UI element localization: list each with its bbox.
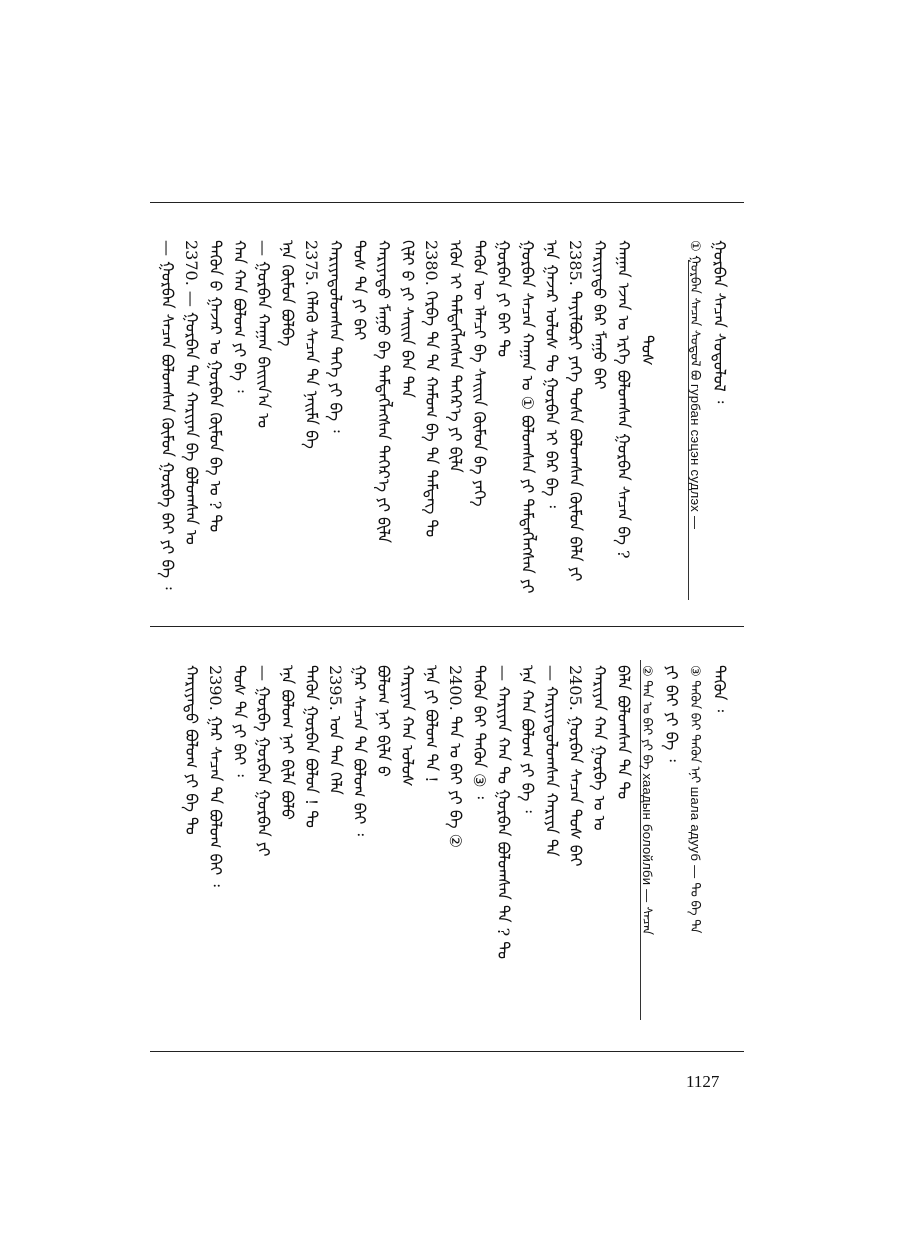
text-line: ᠬᠢᠯᠢ ᠪ ᠶᠢ ᠰᠠᠢᠢᠨ ᠪᠠᠨ ᠲᠠᠨ: [398, 240, 417, 398]
text-line: ᠡᠨᠡ ᠶᠢ ᠪᠣᠯᠤᠭ ᠲᠠ !: [422, 665, 441, 783]
top-rule: [150, 202, 744, 203]
text-line: 2370. — ᠭᠤᠷᠪᠠᠨ ᠲᠠᠨ ᠬᠠᠷᠢᠶᠠᠨ ᠪᠠ ᠪᠣᠯᠤᠭᠰᠠᠨ ᠤ: [182, 240, 201, 545]
text-line: ᠲᠡᠭᠦᠨ ᠭᠤᠷᠪᠠᠨ ᠪᠣᠯᠤᠨ ! ᠲᠤ: [302, 665, 321, 828]
text-line: ᠭᠤᠷᠪᠠᠨ ᠰᠡᠴᠡᠨ ᠬᠠᠭᠠᠨ ᠤ ① ᠪᠣᠯᠤᠭᠰᠠᠨ ᠶᠢ ᠲᠡᠮᠳᠡᠭᠯᠡᠭᠰᠡᠨ ᠶᠢ: [518, 240, 537, 594]
text-line: ᠡᠨᠡ ᠪᠣᠯᠤᠭ ᠨᠠᠢ ᠪᠢᠯᠡ ᠪᠣᠯᠤ: [278, 665, 297, 820]
text-line: ᠲᠤᠰ: [638, 335, 657, 366]
text-line: — ᠬᠠᠷᠢᠶᠠᠲᠤᠯᠤᠭᠰᠠᠨ ᠬᠠᠷᠢᠶᠠ ᠲᠠ: [542, 665, 561, 857]
text-line: ᠬᠠᠷᠢᠶᠠᠲᠤ ᠪᠡᠷ ᠮᠠᠭᠤ ᠪᠠᠢ: [590, 240, 609, 390]
text-line: ᠬᠠᠷᠢᠶᠠᠨ ᠬᠠᠨ ᠭᠤᠷᠪᠠ ᠤ ᠤ: [590, 665, 609, 831]
text-line: 2380. ᠬᠡᠷᠪᠡ ᠲᠠ ᠲᠠ ᠬᠠᠮᠤᠭ ᠪᠠ ᠲᠠ ᠲᠡᠮᠳᠡᠭ ᠲᠤ: [422, 240, 441, 538]
text-line: 2400. ᠲᠠᠨ ᠤ ᠪᠠᠢ ᠶᠢ ᠪᠠ ②: [446, 665, 465, 848]
text-line: — ᠭᠤᠷᠪᠠ ᠭᠤᠷᠪᠠᠨ ᠭᠤᠷᠪᠠᠨ ᠶᠢ: [254, 665, 273, 857]
footnote-line: ① ᠭᠤᠷᠪᠠᠨ ᠰᠡᠴᠡᠨ ᠰᠤᠳᠤᠯ ᠪᠤ гурбан сэцэн судлэх —: [688, 240, 703, 530]
text-line: ᠬᠠᠷᠢᠶᠠᠨ ᠬᠠᠨ ᠤᠯᠤᠰ: [398, 665, 417, 787]
text-line: — ᠭᠤᠷᠪᠠᠨ ᠬᠠᠭᠠᠨ ᠪᠠᠢᠢᠨ᠎ᠠ ᠤ: [254, 240, 273, 429]
text-line: ᠲᠤᠰ ᠲᠠ ᠶᠢ ᠪᠠᠢ ᠄: [230, 665, 249, 777]
top-text-block: [150, 240, 744, 610]
bottom-text-block: [150, 665, 744, 1035]
middle-rule: [150, 626, 744, 627]
text-line: ᠡᠨᠡ ᠬᠦᠮᠦᠨ ᠪᠣᠯᠪᠠ: [278, 240, 297, 347]
text-line: ᠬᠠᠨ ᠬᠠᠨ ᠪᠣᠯᠤᠭ ᠶᠢ ᠪᠠ ᠄: [230, 240, 249, 393]
text-line: ᠶᠢ ᠪᠠᠢ ᠶᠢ ᠪᠠ ᠄: [662, 665, 681, 762]
page-number: 1127: [686, 1072, 720, 1091]
text-line: ᠬᠠᠭᠠᠨ ᠡᠵᠡᠨ ᠤ ᠡᠷᠬᠡ ᠪᠣᠯᠤᠭᠰᠠᠨ ᠭᠤᠷᠪᠠᠨ ᠰᠡᠴᠡᠨ ᠪᠠ ?: [614, 240, 633, 559]
text-line: — ᠬᠠᠷᠢᠶᠠᠨ ᠬᠠᠨ ᠲᠤ ᠭᠤᠷᠪᠠᠨ ᠪᠣᠯᠤᠭᠰᠠᠨ ᠲᠠ ? ᠲᠤ: [494, 665, 513, 960]
text-line: ᠡᠨᠡ ᠭᠠᠵᠠᠷ ᠤᠯᠤᠰ ᠲᠤ ᠭᠤᠷᠪᠠᠨ ᠢ ᠪᠡᠷ ᠪᠠ ᠄: [542, 240, 561, 508]
text-line: 2405. ᠭᠤᠷᠪᠠᠨ ᠰᠡᠴᠡᠨ ᠲᠤᠰ ᠪᠠᠢ: [566, 665, 585, 867]
text-line: ᠲᠡᠭᠦᠨ ᠦ ᠡᠯᠡᠴᠢ ᠪᠠ ᠰᠠᠢᠢᠨ ᠬᠦᠮᠦᠨ ᠪᠠ ᠶᠡᠬᠡ: [470, 240, 489, 507]
text-line: — ᠭᠤᠷᠪᠠᠨ ᠰᠡᠴᠡᠨ ᠪᠣᠯᠤᠭᠰᠠᠨ ᠬᠦᠮᠦᠨ ᠭᠤᠷᠪᠠ ᠪᠠᠢ ᠶᠢ ᠪᠠ ᠄: [158, 240, 177, 590]
text-line: ᠲᠡᠭᠦᠨ ᠪᠠᠢ ᠲᠡᠭᠦᠨ ③ ᠄: [470, 665, 489, 799]
text-line: ᠪᠡᠯᠡ ᠪᠣᠯᠤᠭᠰᠠᠨ ᠲᠠ ᠲᠤ: [614, 665, 633, 800]
text-line: ᠡᠭᠦᠨ ᠢ ᠲᠡᠮᠳᠡᠭᠯᠡᠭᠰᠡᠨ ᠳᠡᠭᠡᠷ᠎ᠡ ᠶᠢ ᠪᠢᠯᠡ: [446, 240, 465, 473]
text-line: ᠬᠠᠷᠢᠶᠠᠲᠤ ᠪᠣᠯᠤᠭ ᠶᠢ ᠪᠠ ᠲᠤ: [182, 665, 201, 835]
text-line: ᠬᠠᠷᠢᠶᠠᠲᠤᠯᠤᠭᠰᠠᠨ ᠳᠡᠭᠡ ᠶᠢ ᠪᠠ ᠄: [326, 240, 345, 433]
text-line: ᠭᠤᠷᠪᠠᠨ ᠶᠢ ᠪᠠᠢ ᠲᠤ: [494, 240, 513, 358]
footnote-line: ② ᠲᠠᠨ ᠤ ᠪᠠᠢ ᠶᠢ ᠪᠠ хаадын болойлби — ᠰᠡᠴᠡᠨ: [640, 665, 655, 936]
text-line: ᠲᠤᠰ ᠲᠠ ᠶᠢ ᠪᠠᠢ: [350, 240, 369, 341]
text-line: ᠲᠡᠭᠦᠨ ᠄: [710, 665, 729, 713]
text-line: ᠭᠠᠷ ᠰᠡᠴᠡᠨ ᠲᠠ ᠪᠣᠯᠤᠭ ᠪᠠᠢ ᠄: [350, 665, 369, 836]
text-line: 2390. ᠭᠠᠷ ᠰᠡᠴᠡᠨ ᠲᠠ ᠪᠣᠯᠤᠭ ᠪᠠᠢ ᠄: [206, 665, 225, 887]
footnote-line: ③ ᠲᠡᠭᠦᠨ ᠪᠠᠢ ᠲᠡᠭᠦᠨ ᠡᠨᠢ шала адууб — ᠲᠤ ᠪᠠ ᠲᠠ: [688, 665, 703, 934]
text-line: ᠡᠨᠡ ᠬᠠᠨ ᠪᠣᠯᠤᠭ ᠶᠢ ᠪᠠ ᠄: [518, 665, 537, 813]
text-line: ᠪᠣᠯᠤᠭ ᠨᠠᠢ ᠪᠢᠯᠡ ᠪ: [374, 665, 393, 777]
text-line: 2395. ᠤᠨ ᠲᠠᠨ ᠬᠡᠯᠡ: [326, 665, 345, 795]
text-line: ᠭᠤᠷᠪᠠᠨ ᠰᠡᠴᠡᠨ ᠰᠤᠳᠤᠯᠤᠯ ᠄: [710, 240, 729, 404]
text-line: ᠬᠠᠷᠢᠶᠠᠲᠤ ᠮᠠᠭᠤ ᠪᠠ ᠲᠡᠮᠳᠡᠭᠯᠡᠭᠰᠡᠨ ᠳᠡᠭᠡᠷ᠎ᠡ ᠶᠢ ᠪᠢᠯᠡ: [374, 240, 393, 544]
bottom-rule: [150, 1051, 744, 1052]
text-line: 2375. ᠬᠡᠯᠡᠬᠦ ᠰᠡᠴᠡᠨ ᠲᠠ ᠨᠠᠢᠮᠠ ᠪᠠ: [302, 240, 321, 449]
text-line: 2385. ᠲᠠᠶᠢᠯᠪᠤᠷᠢ ᠶᠡᠬᠡ ᠲᠤᠰᠠ ᠪᠣᠯᠣᠭᠰᠠᠨ ᠬᠦᠮᠦᠨ ᠪᠡᠯᠡ ᠶᠢ: [566, 240, 585, 582]
text-line: ᠲᠡᠭᠦᠨ ᠪ ᠭᠠᠵᠠᠷ ᠤ ᠭᠤᠷᠪᠠᠨ ᠬᠦᠮᠦᠨ ᠪᠠ ᠤ ? ᠲᠤ: [206, 240, 225, 533]
